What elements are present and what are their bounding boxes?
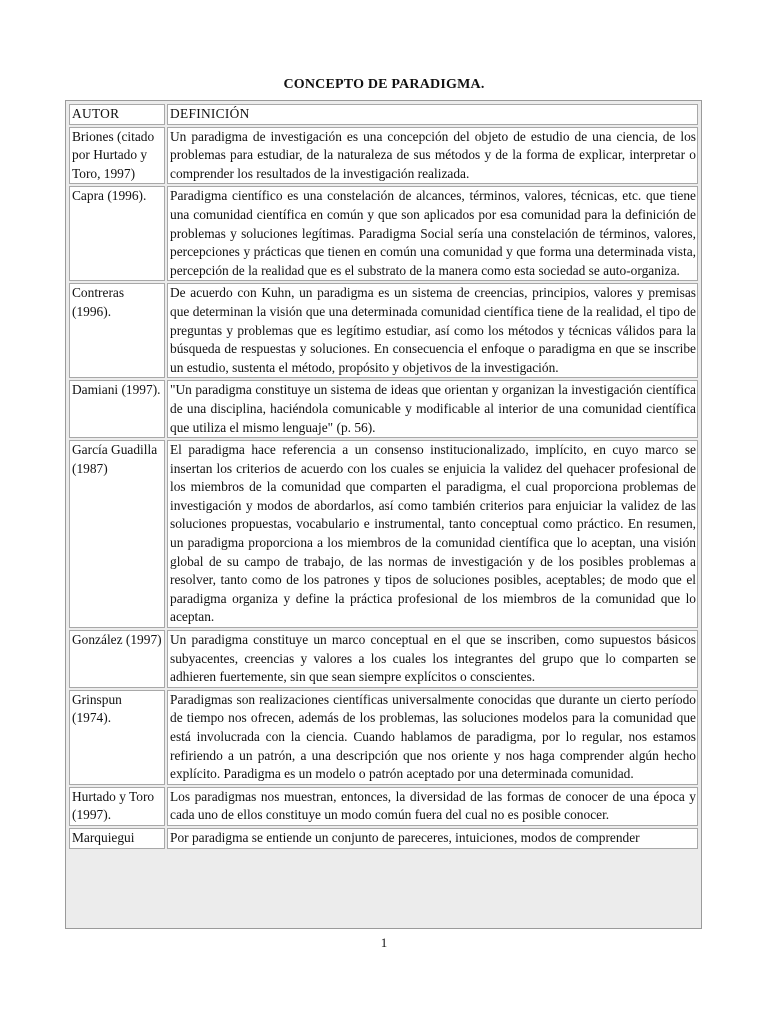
header-author: AUTOR — [69, 104, 165, 125]
table-row — [69, 127, 698, 185]
table-header-row — [69, 104, 698, 125]
row-author: Briones (citado por Hurtado y Toro, 1997) — [69, 127, 165, 185]
row-definition: Los paradigmas nos muestran, entonces, la diversidad de las formas de conocer de una época y cada uno de ellos constituye un modo común fuera del cual no es posible conocer. — [167, 787, 698, 826]
row-definition: "Un paradigma constituye un sistema de ideas que orientan y organizan la investigación científica de una disciplina, haciéndola comunicable y modificable al interior de una comunidad científica que utiliza el mismo lenguaje" (p. 56). — [167, 380, 698, 438]
row-definition: Paradigma científico es una constelación de alcances, términos, valores, técnicas, etc. que tiene una comunidad científica en común y que son aplicados por esa comunidad para la definición de problemas y soluciones legítimas. Paradigma Social sería una constelación de términos, valores, percepciones y prácticas que tienen en común una comunidad y que forma una determinada vista, percepción de la realidad que es el substrato de la manera como esta sociedad se auto-organiza. — [167, 186, 698, 281]
table-row — [69, 630, 698, 688]
definitions-table-container — [65, 100, 702, 929]
row-definition: De acuerdo con Kuhn, un paradigma es un sistema de creencias, principios, valores y premisas que determinan la visión que una determinada comunidad científica tiene de la realidad, el tipo de preguntas y problemas que es legítimo estudiar, así como los métodos y técnicas válidos para la búsqueda de respuestas y soluciones. En consecuencia el enfoque o paradigma en que se inscribe un estudio, sustenta el método, propósito y objetivos de la investigación. — [167, 283, 698, 378]
row-definition: El paradigma hace referencia a un consenso institucionalizado, implícito, en cuyo marco se insertan los criterios de acuerdo con los cuales se enjuicia la validez del quehacer profesional de los miembros de la comunidad que comparten el paradigma, el cual proporciona problemas de investigación y modos de abordarlos, así como también criterios para enjuiciar la validez de las soluciones propuestas, vocabulario e instrumental, tanto conceptual como práctico. En resumen, un paradigma proporciona a los miembros de la comunidad científica que lo aceptan, una visión global de su campo de trabajo, de las normas de investigación y de los posibles problemas a resolver, tanto como de los patrones y tipos de soluciones posibles, aceptables; de modo que el paradigma organiza y define la práctica profesional de los miembros de la comunidad que lo aceptan. — [167, 440, 698, 628]
row-author: Grinspun (1974). — [69, 690, 165, 785]
header-definition: DEFINICIÓN — [167, 104, 698, 125]
page-title: CONCEPTO DE PARADIGMA. — [283, 77, 485, 92]
row-author: Hurtado y Toro (1997). — [69, 787, 165, 826]
row-definition: Un paradigma de investigación es una concepción del objeto de estudio de una ciencia, de los problemas para estudiar, de la naturaleza de sus métodos y de la forma de explicar, interpretar o comprender los resultados de la investigación realizada. — [167, 127, 698, 185]
table-row — [69, 380, 698, 438]
row-author: García Guadilla (1987) — [69, 440, 165, 628]
row-author: Damiani (1997). — [69, 380, 165, 438]
row-author: Contreras (1996). — [69, 283, 165, 378]
page-number: 1 — [380, 935, 388, 950]
definitions-table — [67, 102, 700, 851]
table-row — [69, 440, 698, 628]
table-row — [69, 787, 698, 826]
row-author: González (1997) — [69, 630, 165, 688]
row-definition: Por paradigma se entiende un conjunto de pareceres, intuiciones, modos de comprender — [167, 828, 698, 849]
table-row — [69, 283, 698, 378]
row-author: Marquiegui — [69, 828, 165, 849]
row-author: Capra (1996). — [69, 186, 165, 281]
row-definition: Un paradigma constituye un marco conceptual en el que se inscriben, como supuestos básicos subyacentes, creencias y valores a los cuales los integrantes del grupo que lo comparten se adhieren fuertemente, sin que sean siempre explícitos o conscientes. — [167, 630, 698, 688]
table-row — [69, 186, 698, 281]
row-definition: Paradigmas son realizaciones científicas universalmente conocidas que durante un cierto período de tiempo nos ofrecen, además de los problemas, las soluciones modelos para la comunidad que está involucrada con la ciencia. Cuando hablamos de paradigma, por lo regular, nos estamos refiriendo a un patrón, a una descripción que nos oriente y nos haga comprender algún hecho explícito. Paradigma es un modelo o patrón aceptado por una determinada comunidad. — [167, 690, 698, 785]
table-row — [69, 690, 698, 785]
table-row — [69, 828, 698, 849]
